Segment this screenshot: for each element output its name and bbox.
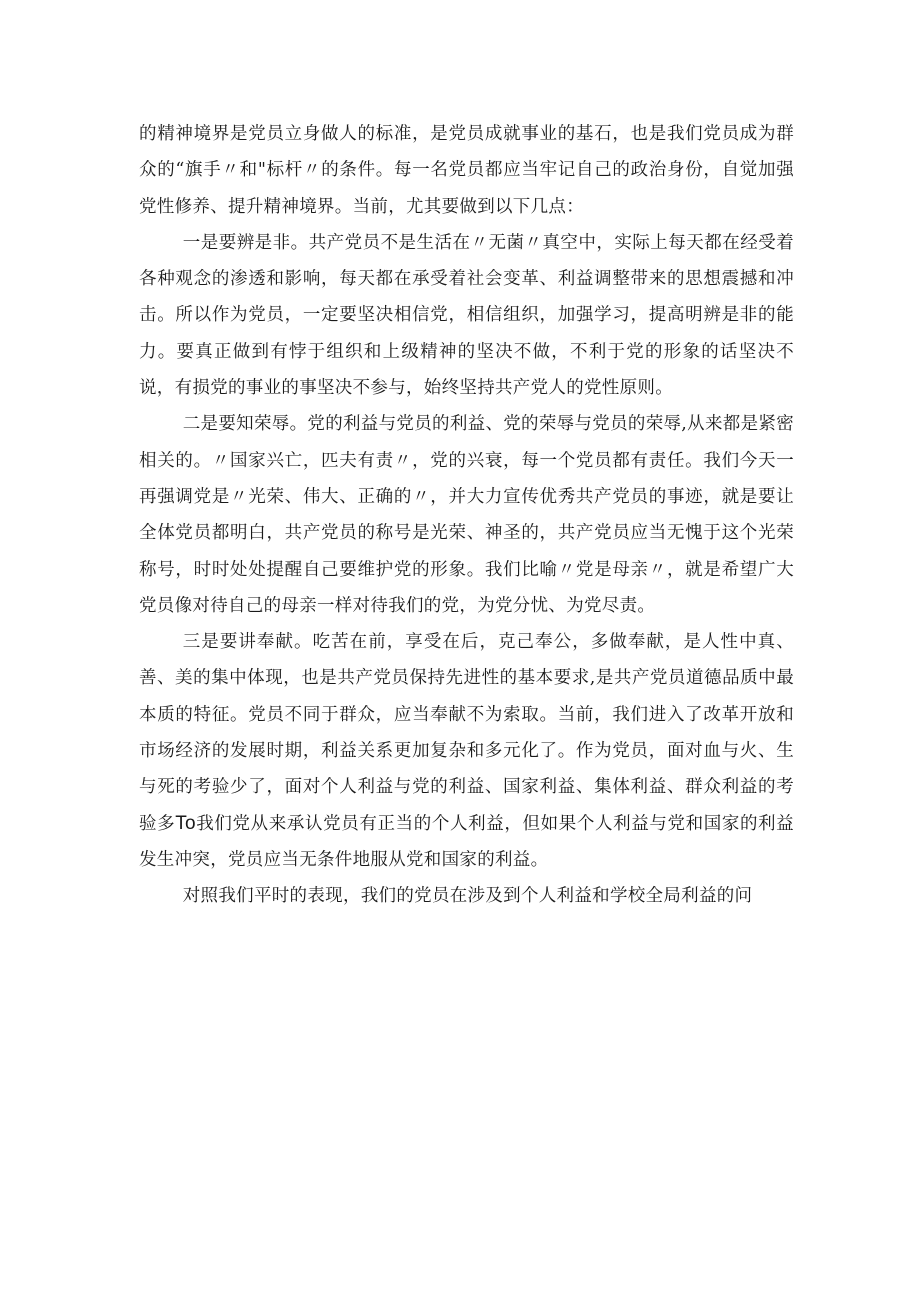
paragraph-spiritual-realm: 的精神境界是党员立身做人的标准，是党员成就事业的基石，也是我们党员成为群众的“旗手〃和"标杆〃的条件。每一名党员都应当牢记自己的政治身份，自觉加强党性修养、提升精神境界。当前，尤其要做到以下几点： <box>139 124 794 217</box>
paragraph-dedication-latin-text: To <box>175 812 196 834</box>
paragraph-distinguish-right-wrong: 一是要辨是非。共产党员不是生活在〃无菌〃真空中，实际上每天都在经受着各种观念的渗透和影响，每天都在承受着社会变革、利益调整带来的思想震撼和冲击。所以作为党员，一定要坚决相信党，相信组织，加强学习，提高明辨是非的能力。要真正做到有悖于组织和上级精神的坚决不做，不利于党的形象的话坚决不说，有损党的事业的事坚决不参与，始终坚持共产党人的党性原则。 <box>139 232 794 399</box>
paragraph-compare-performance: 对照我们平时的表现，我们的党员在涉及到个人利益和学校全局利益的问 <box>182 886 753 907</box>
paragraph-dedication-text-before: 三是要讲奉献。吃苦在前，享受在后，克己奉公，多做奉献，是人性中真、善、美的集中体现，也是共产党员保持先进性的基本要求,是共产党员道德品质中最本质的特征。党员不同于群众，应当奉献不为索取。当前，我们进入了改革开放和市场经济的发展时期，利益关系更加复杂和多元化了。作为党员，面对血与火、生与死的考验少了，面对个人利益与党的利益、国家利益、集体利益、群众利益的考验多 <box>139 632 794 834</box>
paragraph-know-honor-disgrace: 二是要知荣辱。党的利益与党员的利益、党的荣辱与党员的荣辱,从来都是紧密相关的。〃国家兴亡，匹夫有责〃，党的兴衰，每一个党员都有责任。我们今天一再强调党是〃光荣、伟大、正确的〃，并大力宣传优秀共产党员的事迹，就是要让全体党员都明白，共产党员的称号是光荣、神圣的，共产党员应当无愧于这个光荣称号，时时处处提醒自己要维护党的形象。我们比喻〃党是母亲〃，就是希望广大党员像对待自己的母亲一样对待我们的党，为党分忧、为党尽责。 <box>139 414 794 616</box>
paragraph-dedication <box>139 624 794 878</box>
document-body <box>139 116 794 915</box>
paragraph-dedication-text-after: 我们党从来承认党员有正当的个人利益，但如果个人利益与党和国家的利益发生冲突，党员应当无条件地服从党和国家的利益。 <box>139 813 794 870</box>
